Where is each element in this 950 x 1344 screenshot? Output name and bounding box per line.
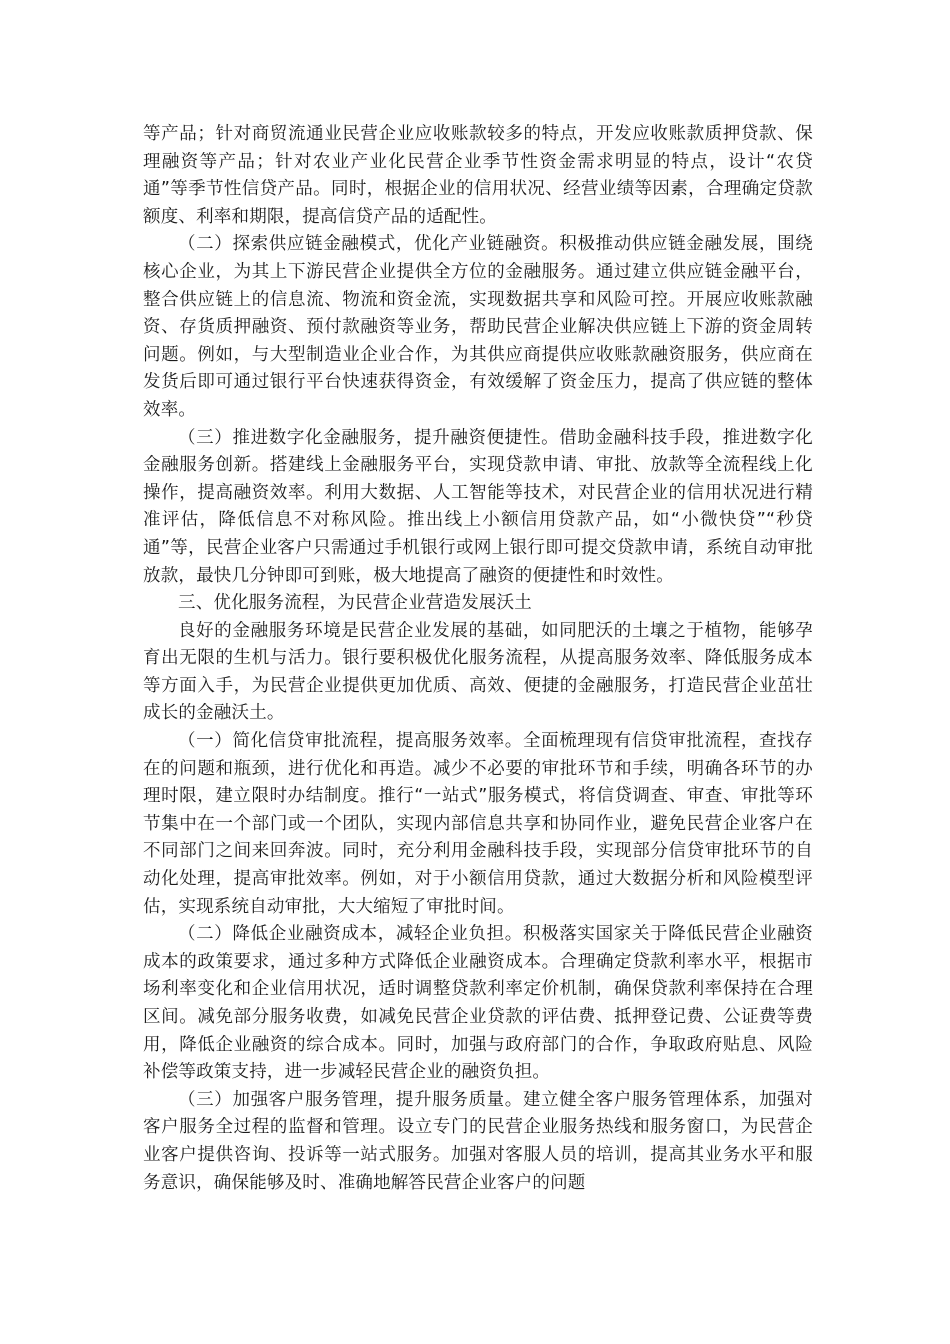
document-body bbox=[143, 121, 813, 1197]
paragraph-supply-chain: （二）探索供应链金融模式，优化产业链融资。积极推动供应链金融发展，围绕核心企业，为其上下游民营企业提供全方位的金融服务。通过建立供应链金融平台，整合供应链上的信息流、物流和资金流，实现数据共享和风险可控。开展应收账款融资、存货质押融资、预付款融资等业务，帮助民营企业解决供应链上下游的资金周转问题。例如，与大型制造业企业合作，为其供应商提供应收账款融资服务，供应商在发货后即可通过银行平台快速获得资金，有效缓解了资金压力，提高了供应链的整体效率。 bbox=[143, 234, 813, 420]
paragraph-financing-cost: （二）降低企业融资成本，减轻企业负担。积极落实国家关于降低民营企业融资成本的政策要求，通过多种方式降低企业融资成本。合理确定贷款利率水平，根据市场利率变化和企业信用状况，适时调整贷款利率定价机制，确保贷款利率保持在合理区间。减免部分服务收费，如减免民营企业贷款的评估费、抵押登记费、公证费等费用，降低企业融资的综合成本。同时，加强与政府部门的合作，争取政府贴息、风险补偿等政策支持，进一步减轻民营企业的融资负担。 bbox=[143, 924, 813, 1083]
section-heading: 三、优化服务流程，为民营企业营造发展沃土 bbox=[178, 593, 532, 614]
paragraph-customer-service: （三）加强客户服务管理，提升服务质量。建立健全客户服务管理体系，加强对客户服务全过程的监督和管理。设立专门的民营企业服务热线和服务窗口，为民营企业客户提供咨询、投诉等一站式服务。加强对客服人员的培训，提高其业务水平和服务意识，确保能够及时、准确地解答民营企业客户的问题 bbox=[143, 1089, 813, 1193]
paragraph-section-intro: 良好的金融服务环境是民营企业发展的基础，如同肥沃的土壤之于植物，能够孕育出无限的生机与活力。银行要积极优化服务流程，从提高服务效率、降低服务成本等方面入手，为民营企业提供更加优质、高效、便捷的金融服务，打造民营企业茁壮成长的金融沃土。 bbox=[143, 620, 813, 724]
paragraph-digital-finance: （三）推进数字化金融服务，提升融资便捷性。借助金融科技手段，推进数字化金融服务创新。搭建线上金融服务平台，实现贷款申请、审批、放款等全流程线上化操作，提高融资效率。利用大数据、人工智能等技术，对民营企业的信用状况进行精准评估，降低信息不对称风险。推出线上小额信用贷款产品，如“小微快贷”“秒贷通”等，民营企业客户只需通过手机银行或网上银行即可提交贷款申请，系统自动审批放款，最快几分钟即可到账，极大地提高了融资的便捷性和时效性。 bbox=[143, 427, 813, 586]
paragraph-approval-process: （一）简化信贷审批流程，提高服务效率。全面梳理现有信贷审批流程，查找存在的问题和瓶颈，进行优化和再造。减少不必要的审批环节和手续，明确各环节的办理时限，建立限时办结制度。推行“一站式”服务模式，将信贷调查、审查、审批等环节集中在一个部门或一个团队，实现内部信息共享和协同作业，避免民营企业客户在不同部门之间来回奔波。同时，充分利用金融科技手段，实现部分信贷审批环节的自动化处理，提高审批效率。例如，对于小额信用贷款，通过大数据分析和风险模型评估，实现系统自动审批，大大缩短了审批时间。 bbox=[143, 731, 813, 917]
paragraph-continuation: 等产品；针对商贸流通业民营企业应收账款较多的特点，开发应收账款质押贷款、保理融资等产品；针对农业产业化民营企业季节性资金需求明显的特点，设计“农贷通”等季节性信贷产品。同时，根据企业的信用状况、经营业绩等因素，合理确定贷款额度、利率和期限，提高信贷产品的适配性。 bbox=[143, 124, 813, 227]
